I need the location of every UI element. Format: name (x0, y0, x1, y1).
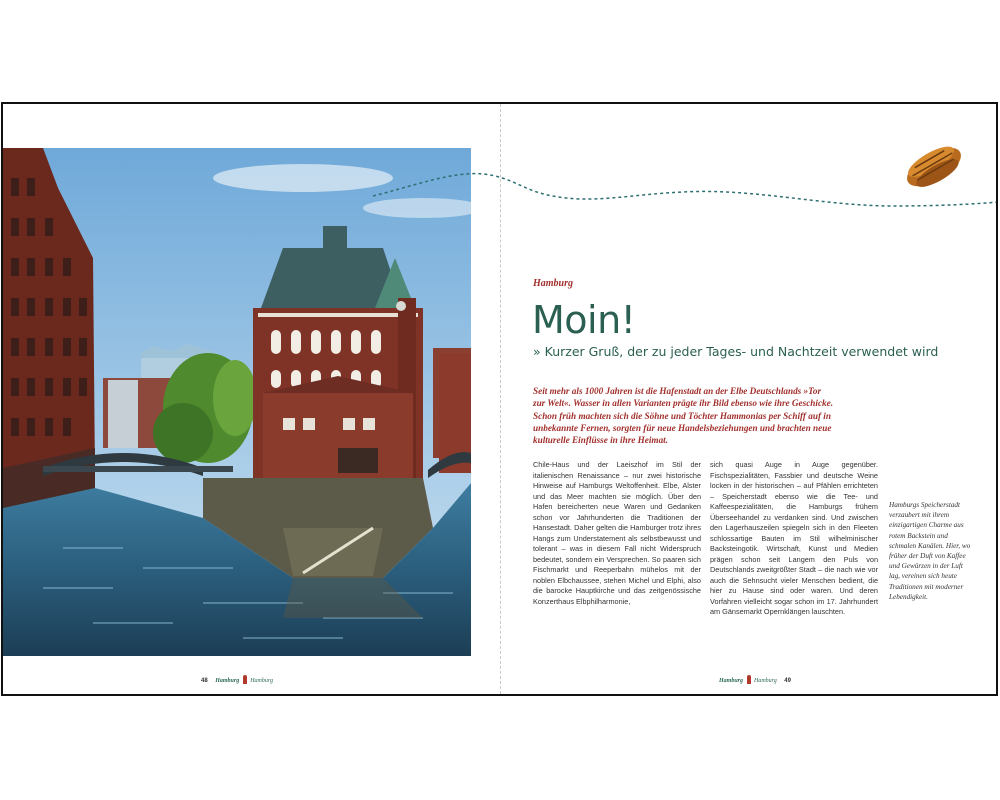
tower-icon (747, 675, 751, 684)
intro-paragraph: Seit mehr als 1000 Jahren ist die Hafenstadt an der Elbe Deutschlands »Tor zur Welt«. Wasser in allen Varianten prägte ihr Bild ebenso wie ihre Geschicke. Schon früh machten sich die Söhne und Töchter Hammonias per Schiff auf in unbekannte Fernen, sorgten für neue Handelsbeziehungen und brachten neue kulturelle Einflüsse in ihre Heimat. (533, 386, 833, 446)
photo-caption: Hamburgs Speicherstadt verzaubert mit ihrem einzigartigen Charme aus rotem Backstein und schmalen Kanälen. Hier, wo früher der Duft von Kaffee und Gewürzen in der Luft lag, vereinen sich heute Traditionen mit moderner Lebendigkeit. (889, 501, 971, 601)
page-subtitle: » Kurzer Gruß, der zu jeder Tages- und Nachtzeit verwendet wird (533, 344, 939, 359)
page-number-left: 48 (201, 678, 208, 684)
right-folio (719, 675, 797, 684)
left-folio (195, 675, 273, 684)
book-spread (1, 102, 998, 696)
body-column-2: sich quasi Auge in Auge gegenüber. Fischspezialitäten, Fassbier und deutsche Weine locken in der historischen – auf Pfählen errichteten – Speicherstadt ebenso wie die Tee- und Kaffeespezialitäten, die Hamburgs frühem Überseehandel zu verdanken sind. Und zwischen den Lagerhauszeilen spiegeln sich in den Fleeten schlossartige Bauten im Stil wilhelminischer Backsteingotik. Wirtschaft, Kunst und Medien prägen schon seit Langem den Puls von Deutschlands zweitgrößter Stadt – die nach wie vor auch die Sehnsucht vieler Menschen bedient, die hier zu Hause sind oder waren. Und deren Vorfahren vielleicht sogar schon im 17. Jahrhundert am Gänsemarkt Opernklängen lauschten. (710, 460, 878, 616)
page-title: Moin! (532, 298, 636, 342)
speicherstadt-photo (3, 148, 471, 656)
body-column-1: Chile-Haus und der Laeiszhof im Stil der italienischen Renaissance – nur zwei historische Hinweise auf Hamburgs Weltoffenheit. Elbe, Alster und das Meer machten sie möglich. Über den Hafen bereicherten neue Waren und Gedanken schon vor Jahrhunderten die Traditionen der Hansestadt. Daher gelten die Hamburger trotz ihres Hangs zum Understatement als selbstbewusst und tolerant – was in diesem Fall nicht Widerspruch bedeutet, sondern ein Versprechen. So paaren sich Fischmarkt und Reeperbahn mühelos mit der noblen Elbchaussee, stehen Michel und Elphi, also die barocke Hauptkirche und das zeitgenössische Konzerthaus Elbphilharmonie, (533, 460, 701, 606)
folio-brand-bold: Hamburg (719, 678, 744, 684)
folio-brand-bold: Hamburg (215, 678, 240, 684)
folio-brand-light: Hamburg (754, 678, 777, 684)
page-number-right: 49 (784, 678, 791, 684)
tower-icon (243, 675, 247, 684)
pastry-icon (899, 134, 969, 200)
section-kicker: Hamburg (533, 278, 574, 289)
folio-brand-light: Hamburg (250, 678, 273, 684)
